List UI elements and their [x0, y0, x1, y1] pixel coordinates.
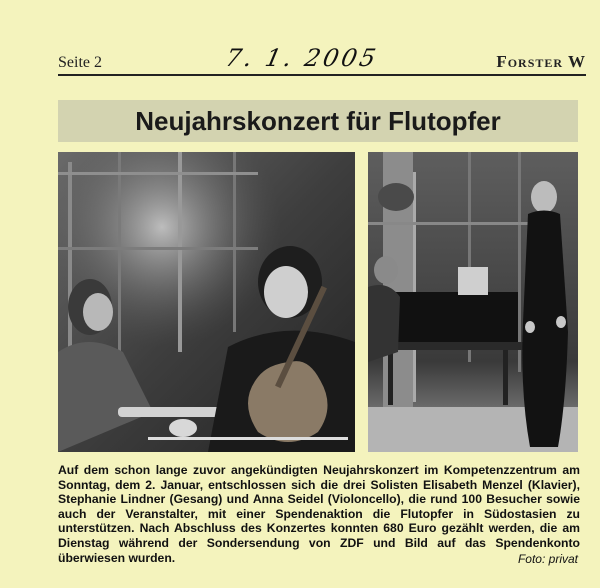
article-body: Auf dem schon lange zuvor angekündigten Neujahrskonzert im Kompetenzzentrum am Sonntag, dem 2. Januar, entschlossen sich die drei Solisten Elisabeth Menzel (Klavier), Stephanie Lindner (Gesang) und Anna Seidel (Violoncello), die rund 100 Besucher sowie auch der Veranstalter, mit einer Spendenaktion die Flutopfer in Südostasien zu unterstützen. Nach Abschluss des Konzertes konnten 680 Euro gezählt werden, die am Dienstag während der Sondersendung von ZDF und Bild auf das Spendenkonto überwiesen wurden. [58, 463, 580, 565]
newspaper-name: Forster W [496, 52, 586, 71]
photo-credit: Foto: privat [517, 552, 578, 566]
page-number: Seite 2 [58, 54, 102, 71]
headline: Neujahrskonzert für Flutopfer [135, 105, 501, 136]
clipping-header [58, 44, 586, 76]
handwritten-date: 7. 1. 2005 [223, 44, 382, 72]
concert-singer-piano-photo [368, 152, 578, 452]
concert-cello-piano-photo [58, 152, 355, 452]
headline-bar [58, 100, 578, 142]
